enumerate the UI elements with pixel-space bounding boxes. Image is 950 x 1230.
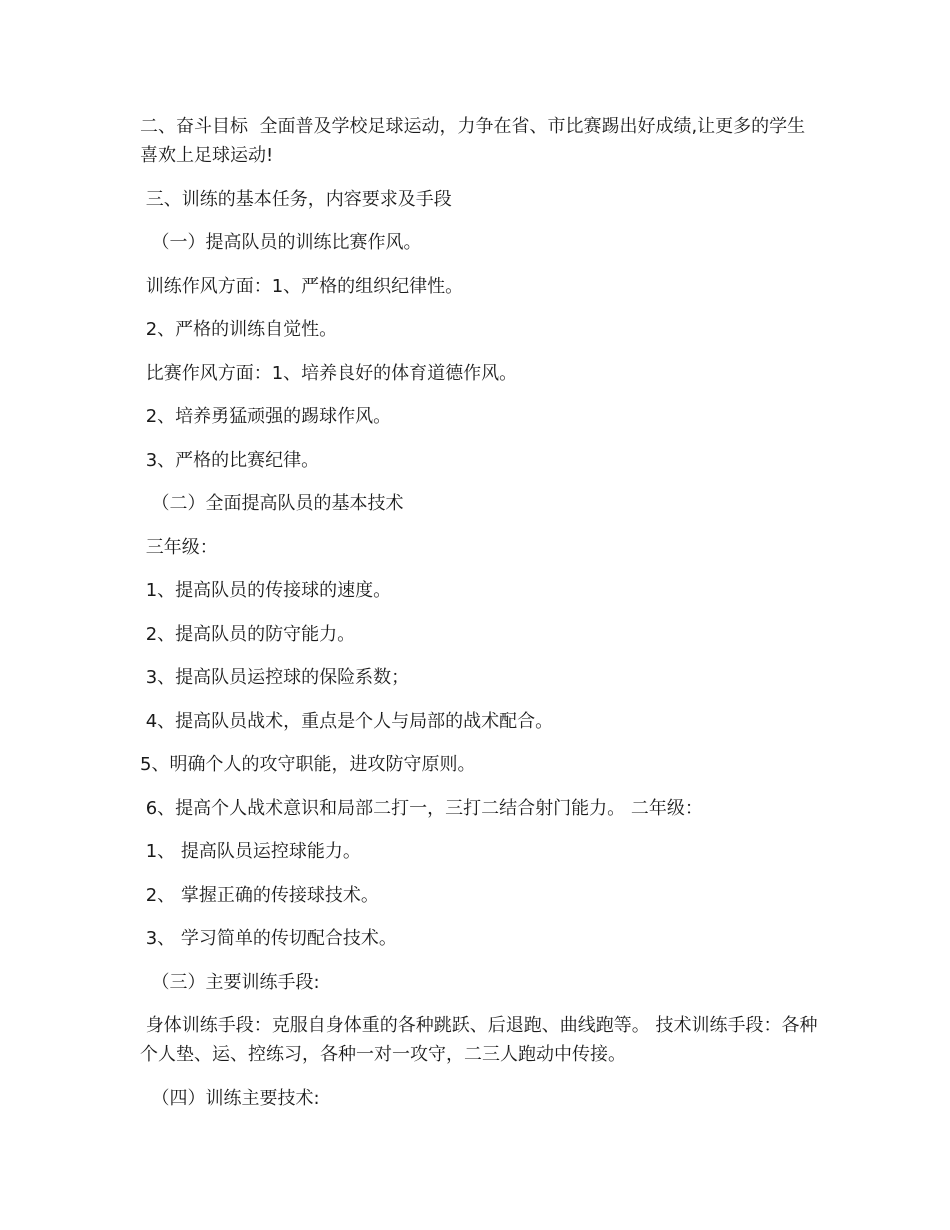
list-item-grade2-1: 1、 提高队员运控球能力。 bbox=[140, 841, 361, 862]
list-item-grade3-2: 2、提高队员的防守能力。 bbox=[140, 623, 356, 645]
subheading-style: （一）提高队员的训练比赛作风。 bbox=[140, 232, 422, 253]
paragraph-training-means: 身体训练手段：克服自身体重的各种跳跃、后退跑、曲线跑等。 技术训练手段：各种个人垫、运、控练习，各种一对一攻守，二三人跑动中传接。 bbox=[140, 1015, 818, 1065]
list-item-grade3-3: 3、提高队员运控球的保险系数； bbox=[140, 667, 410, 688]
subheading-main-techniques: （四）训练主要技术: bbox=[140, 1087, 320, 1109]
list-item-grade3-6: 6、提高个人战术意识和局部二打一，三打二结合射门能力。 二年级： bbox=[140, 797, 703, 819]
paragraph-goal: 二、奋斗目标 全面普及学校足球运动，力争在省、市比赛踢出好成绩,让更多的学生喜欢上足球运动! bbox=[140, 116, 806, 166]
paragraph-training-style-1: 训练作风方面：1、严格的组织纪律性。 bbox=[140, 275, 464, 297]
list-item-grade2-3: 3、 学习简单的传切配合技术。 bbox=[140, 928, 397, 949]
list-item-grade3-5: 5、明确个人的攻守职能，进攻防守原则。 bbox=[140, 754, 476, 775]
list-item-grade3-4: 4、提高队员战术，重点是个人与局部的战术配合。 bbox=[140, 710, 554, 732]
list-item-grade2-2: 2、 掌握正确的传接球技术。 bbox=[140, 884, 379, 906]
paragraph-match-style-1: 比赛作风方面：1、培养良好的体育道德作风。 bbox=[140, 362, 518, 384]
subheading-training-means: （三）主要训练手段: bbox=[140, 971, 320, 993]
list-item-grade3-1: 1、提高队员的传接球的速度。 bbox=[140, 580, 392, 601]
document-body bbox=[140, 112, 820, 1127]
subheading-basic-skills: （二）全面提高队员的基本技术 bbox=[140, 493, 404, 514]
label-grade-three: 三年级： bbox=[140, 536, 218, 558]
paragraph-training-style-2: 2、严格的训练自觉性。 bbox=[140, 319, 338, 340]
paragraph-match-style-2: 2、培养勇猛顽强的踢球作风。 bbox=[140, 406, 392, 427]
paragraph-match-style-3: 3、严格的比赛纪律。 bbox=[140, 449, 320, 471]
heading-training-tasks: 三、训练的基本任务，内容要求及手段 bbox=[140, 188, 452, 210]
